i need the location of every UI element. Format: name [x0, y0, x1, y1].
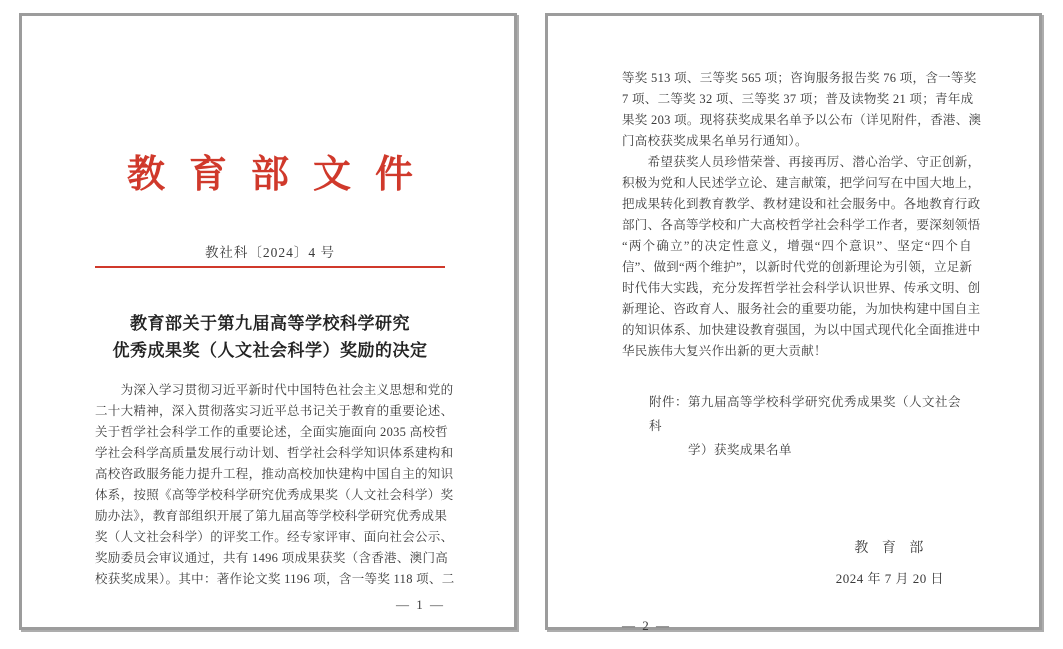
page-number-2: — 2 —	[622, 618, 671, 633]
text-line: 把成果转化到教育教学、教材建设和社会服务中。各地教育行政	[622, 197, 981, 211]
text-line: 等奖 513 项、三等奖 565 项；咨询服务报告奖 76 项，含一等奖	[622, 71, 977, 85]
text-line: 7 项、二等奖 32 项、三等奖 37 项；普及读物奖 21 项；青年成	[622, 92, 974, 106]
body-text-page-1	[95, 380, 455, 590]
document-number: 教社科〔2024〕4 号	[204, 245, 336, 260]
red-divider-line	[95, 266, 445, 268]
text-line: “两个确立”的决定性意义，增强“四个意识”、坚定“四个自	[622, 239, 972, 253]
page-number-1: — 1 —	[396, 597, 445, 612]
text-line: 积极为党和人民述学立论、建言献策，把学问写在中国大地上，	[622, 176, 981, 190]
ministry-header: 教育部文件	[126, 154, 437, 196]
text-line: 部门、各高等学校和广大高校哲学社会科学工作者，要深刻领悟	[622, 218, 981, 232]
text-line: 二十大精神，深入贯彻落实习近平总书记关于教育的重要论述、	[95, 404, 454, 418]
body-text-page-2	[622, 68, 982, 362]
text-line: 果奖 203 项。现将获奖成果名单予以公布（详见附件，香港、澳	[622, 113, 982, 127]
text-line: 为深入学习贯彻习近平新时代中国特色社会主义思想和党的	[95, 383, 454, 397]
document-page-1	[19, 13, 517, 630]
text-line: 希望获奖人员珍惜荣誉、再接再厉、潜心治学、守正创新，	[622, 155, 981, 169]
text-line: 附件：第九届高等学校科学研究优秀成果奖（人文社会科	[649, 395, 962, 433]
signer-name: 教 育 部	[854, 541, 926, 556]
text-line: 优秀成果奖（人文社会科学）奖励的决定	[112, 341, 428, 360]
text-line: 的知识体系、加快建设教育强国，为以中国式现代化全面推进中	[622, 323, 981, 337]
text-line: 门高校获奖成果名单另行通知）。	[622, 134, 808, 148]
document-title	[95, 310, 445, 364]
text-line: 体系，按照《高等学校科学研究优秀成果奖（人文社会科学）奖	[95, 488, 454, 502]
text-line: 高校咨政服务能力提升工程，推动高校加快建构中国自主的知识	[95, 467, 454, 481]
text-line: 信”、做到“两个维护”，以新时代党的创新理论为引领，立足新	[622, 260, 973, 274]
sign-date: 2024 年 7 月 20 日	[835, 571, 944, 586]
text-line: 教育部关于第九届高等学校科学研究	[130, 314, 410, 333]
signature-block	[836, 539, 944, 589]
text-line: 时代伟大实践，充分发挥哲学社会科学认识世界、传承文明、创	[622, 281, 981, 295]
document-page-2	[545, 13, 1042, 633]
text-line: 奖励委员会审议通过，共有 1496 项成果获奖（含香港、澳门高	[95, 551, 449, 565]
text-line: 关于哲学社会科学工作的重要论述，全面实施面向 2035 高校哲	[95, 425, 449, 439]
text-line: 学社会科学高质量发展行动计划、哲学社会科学知识体系建构和	[95, 446, 454, 460]
text-line: 学）获奖成果名单	[688, 443, 793, 457]
text-line: 励办法》，教育部组织开展了第九届高等学校科学研究优秀成果	[95, 509, 448, 523]
text-line: 新理论、咨政育人、服务社会的重要功能，为加快构建中国自主	[622, 302, 981, 316]
text-line: 校获奖成果）。其中：著作论文奖 1196 项，含一等奖 118 项、二	[95, 572, 455, 586]
text-line: 华民族伟大复兴作出新的更大贡献！	[622, 344, 827, 358]
text-line: 奖（人文社会科学）的评奖工作。经专家评审、面向社会公示、	[95, 530, 454, 544]
attachment-note	[622, 390, 972, 462]
